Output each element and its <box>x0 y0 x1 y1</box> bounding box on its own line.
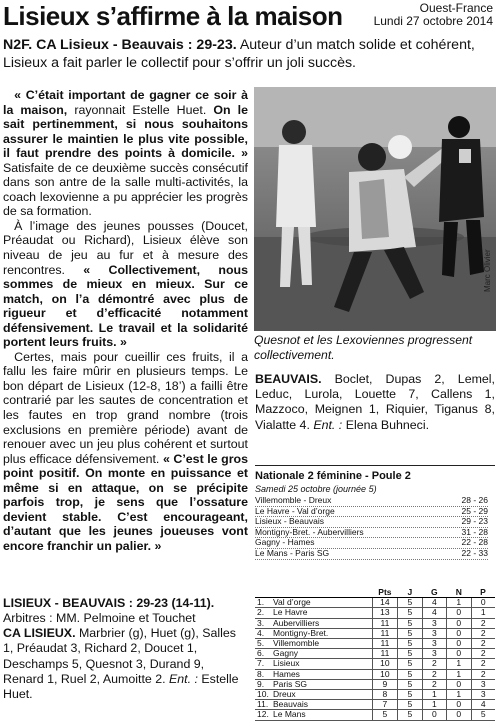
column-header: G <box>422 588 447 598</box>
final-score-line: LISIEUX - BEAUVAIS : 29-23 (14-11). <box>3 596 215 610</box>
stat-n: 1 <box>447 669 471 679</box>
team-rank: 4. <box>257 627 265 638</box>
team-rank: 12. <box>257 709 269 720</box>
team-name: Paris SG <box>273 678 308 689</box>
standings-row <box>255 679 495 689</box>
team-rank: 1. <box>257 597 265 608</box>
result-score: 22 - 28 <box>461 537 488 548</box>
stat-j: 5 <box>398 618 422 628</box>
standings-row <box>255 710 495 720</box>
text: Certes, mais pour cueillir ces fruits, il a fallu les faire mûrir en plusieurs temps. Le bon départ de Lisieux (12-8, 18’) a failli être contrarié par les sautes de concentration et les fautes en trop grand nombre (trois exclusions en première période) avant de renouer avec un jeu plus cohérent et surtout plus efficace défensivement. <box>3 349 248 466</box>
team-cell <box>255 710 372 720</box>
result-match: Le Havre - Val d’orge <box>255 506 335 516</box>
result-score: 28 - 26 <box>461 495 488 505</box>
lisieux-coach-label: Ent. : <box>169 671 198 686</box>
standings-row <box>255 628 495 638</box>
team-cell <box>255 628 372 638</box>
team-cell <box>255 690 372 700</box>
column-header: N <box>447 588 471 598</box>
team-cell <box>255 618 372 628</box>
column-header: J <box>398 588 422 598</box>
stat-g: 1 <box>422 700 447 710</box>
match-photo <box>254 87 496 331</box>
stat-g: 3 <box>422 628 447 638</box>
standings-row <box>255 618 495 628</box>
paragraph-2 <box>3 219 248 350</box>
team-rank: 10. <box>257 689 269 700</box>
stat-j: 5 <box>398 679 422 689</box>
standfirst-lead: N2F. CA Lisieux - Beauvais : 29-23. <box>3 37 237 53</box>
stat-pts: 13 <box>372 608 398 618</box>
result-score: 31 - 28 <box>461 526 488 537</box>
stat-pts: 5 <box>372 710 398 720</box>
stat-p: 3 <box>471 679 495 689</box>
source-name: Ouest-France <box>419 1 493 15</box>
result-row <box>255 528 488 539</box>
stat-g: 3 <box>422 639 447 649</box>
team-rank: 9. <box>257 678 265 689</box>
stat-j: 5 <box>398 669 422 679</box>
stat-pts: 9 <box>372 679 398 689</box>
stat-p: 5 <box>471 710 495 720</box>
lisieux-team-label: CA LISIEUX. <box>3 626 76 641</box>
quote: On le sait pertinemment, si nous souhaitons assurer le maintien le plus vite possible, il faut prendre des points à domicile. » <box>3 102 248 161</box>
stat-p: 4 <box>471 700 495 710</box>
stat-j: 5 <box>398 659 422 669</box>
article-body <box>3 88 248 554</box>
result-score: 29 - 23 <box>461 516 488 527</box>
headline: Lisieux s’affirme à la maison <box>3 1 343 31</box>
stat-p: 2 <box>471 628 495 638</box>
lisieux-coach: Estelle Huet. <box>3 671 239 702</box>
stat-j: 5 <box>398 690 422 700</box>
text: À l’image des jeunes pousses (Doucet, Préaudat ou Richard), Lisieux élève son niveau de jeu au fur et à mesure des rencontres. <box>3 218 248 277</box>
stat-pts: 14 <box>372 598 398 608</box>
team-rank: 5. <box>257 638 265 649</box>
stat-g: 3 <box>422 649 447 659</box>
stat-j: 5 <box>398 710 422 720</box>
standings-row <box>255 639 495 649</box>
stat-p: 2 <box>471 649 495 659</box>
standings-row <box>255 669 495 679</box>
team-name: Villemomble <box>273 638 320 649</box>
stat-p: 1 <box>471 608 495 618</box>
quote: « C’est le gros point positif. On monte en puissance et même si en attaque, on se précipite parfois trop, je sens que l’ossature devient stable. C’est encourageant, d’autant que les jeunes joueuses vont encore franchir un palier. » <box>3 451 248 553</box>
team-name: Montigny-Bret. <box>273 627 329 638</box>
team-name: Gagny <box>273 648 299 659</box>
team-cell <box>255 659 372 669</box>
lisieux-lineup <box>3 611 248 702</box>
results-title: Nationale 2 féminine - Poule 2 <box>255 470 411 482</box>
photo-caption: Quesnot et les Lexoviennes progressent collectivement. <box>254 333 473 362</box>
stat-g: 0 <box>422 710 447 720</box>
result-score: 22 - 33 <box>461 547 488 558</box>
stat-pts: 10 <box>372 669 398 679</box>
stat-pts: 8 <box>372 690 398 700</box>
stat-g: 2 <box>422 679 447 689</box>
result-row <box>255 496 488 507</box>
stat-n: 0 <box>447 618 471 628</box>
team-name: Le Mans <box>273 709 306 720</box>
stat-pts: 10 <box>372 659 398 669</box>
column-header: Pts <box>372 588 398 598</box>
team-cell <box>255 669 372 679</box>
column-header: P <box>471 588 495 598</box>
lisieux-players-block <box>3 626 248 702</box>
result-row <box>255 517 488 528</box>
team-rank: 7. <box>257 658 265 669</box>
stat-p: 2 <box>471 669 495 679</box>
stat-n: 0 <box>447 710 471 720</box>
team-cell <box>255 649 372 659</box>
quote: « Collectivement, nous sommes de mieux en mieux. Sur ce match, on l’a démontré avec plus de rigueur et d’efficacité notamment défensivement. Le travail et la solidarité portent leurs fruits. » <box>3 262 248 350</box>
stat-j: 5 <box>398 639 422 649</box>
handball-players-illustration <box>254 87 496 331</box>
standfirst-text: Auteur d’un match solide et cohérent, Lisieux a fait parler le collectif pour s’offrir un joli succès. <box>3 37 475 71</box>
result-match: Montigny-Bret. - Aubervilliers <box>255 527 364 537</box>
beauvais-coach: Elena Buhneci. <box>342 417 430 432</box>
stat-j: 5 <box>398 649 422 659</box>
standings-row <box>255 649 495 659</box>
result-row <box>255 538 488 549</box>
photo-credit: Marc Olivier <box>483 249 492 292</box>
standings-row <box>255 690 495 700</box>
team-rank: 8. <box>257 668 265 679</box>
divider <box>255 465 495 466</box>
result-match: Villemomble - Dreux <box>255 496 332 505</box>
team-name: Lisieux <box>273 658 300 669</box>
stat-g: 2 <box>422 669 447 679</box>
results-matchday: Samedi 25 octobre (journée 5) <box>255 484 377 494</box>
result-match: Le Mans - Paris SG <box>255 548 330 558</box>
stat-n: 1 <box>447 690 471 700</box>
stat-g: 3 <box>422 618 447 628</box>
stat-n: 0 <box>447 679 471 689</box>
quote: « C’était important de gagner ce soir à la maison, <box>3 88 248 117</box>
referees: Arbitres : MM. Pelmoine et Touchet <box>3 611 196 625</box>
standings-table <box>255 588 495 721</box>
standings-row <box>255 598 495 608</box>
stat-pts: 11 <box>372 649 398 659</box>
stat-n: 1 <box>447 659 471 669</box>
result-score: 25 - 29 <box>461 505 488 516</box>
result-match: Gagny - Hames <box>255 538 315 548</box>
stat-n: 0 <box>447 649 471 659</box>
result-match: Lisieux - Beauvais <box>255 517 324 527</box>
standings-row <box>255 659 495 669</box>
results-list <box>255 496 488 560</box>
team-name: Le Havre <box>273 607 308 618</box>
result-row <box>255 507 488 518</box>
result-row <box>255 549 488 560</box>
stat-pts: 11 <box>372 628 398 638</box>
stat-g: 1 <box>422 690 447 700</box>
team-name: Aubervilliers <box>273 617 320 628</box>
stat-n: 0 <box>447 608 471 618</box>
publication-date: Lundi 27 octobre 2014 <box>373 14 493 28</box>
stat-n: 1 <box>447 598 471 608</box>
stat-pts: 11 <box>372 639 398 649</box>
stat-pts: 11 <box>372 618 398 628</box>
stat-n: 0 <box>447 628 471 638</box>
stat-j: 5 <box>398 608 422 618</box>
stat-g: 4 <box>422 608 447 618</box>
team-cell <box>255 598 372 608</box>
stat-n: 0 <box>447 639 471 649</box>
team-name: Dreux <box>273 689 296 700</box>
team-rank: 11. <box>257 699 269 710</box>
paragraph-3 <box>3 350 248 554</box>
team-name: Val d’orge <box>273 597 311 608</box>
stat-p: 2 <box>471 659 495 669</box>
stat-n: 0 <box>447 700 471 710</box>
standings-row <box>255 608 495 618</box>
beauvais-team-label: BEAUVAIS. <box>255 372 322 386</box>
stat-j: 5 <box>398 598 422 608</box>
team-rank: 2. <box>257 607 265 618</box>
text: Satisfaite de ce deuxième succès consécutif dans son antre de la salle multi-activités, la coach lexovienne a pu apprécier les progrès de sa formation. <box>3 160 248 219</box>
stat-p: 3 <box>471 690 495 700</box>
team-name: Beauvais <box>273 699 308 710</box>
beauvais-players: Boclet, Dupas 2, Lemel, Leduc, Lurola, Louette 7, Callens 1, Mazzoco, Meignen 1, Riquier, Tiganus 8, Vialatte 4. <box>255 372 495 432</box>
beauvais-lineup <box>255 372 495 433</box>
stat-p: 2 <box>471 618 495 628</box>
beauvais-coach-label: Ent. : <box>313 417 343 432</box>
stat-p: 2 <box>471 639 495 649</box>
team-rank: 3. <box>257 617 265 628</box>
lisieux-players: Marbrier (g), Huet (g), Salles 1, Préaudat 3, Richard 2, Doucet 1, Deschamps 5, Quesnot 3, Durand 9, Renard 1, Ruel 2, Aumoitte 2. <box>3 626 236 686</box>
stat-g: 4 <box>422 598 447 608</box>
paragraph-1 <box>3 88 248 219</box>
team-name: Hames <box>273 668 300 679</box>
stat-p: 0 <box>471 598 495 608</box>
stat-j: 5 <box>398 700 422 710</box>
source-block <box>374 2 493 28</box>
team-cell <box>255 679 372 689</box>
team-rank: 6. <box>257 648 265 659</box>
stat-j: 5 <box>398 628 422 638</box>
standfirst <box>3 36 495 72</box>
stat-g: 2 <box>422 659 447 669</box>
stat-pts: 7 <box>372 700 398 710</box>
text: rayonnait Estelle Huet. <box>67 102 214 117</box>
team-cell <box>255 608 372 618</box>
team-cell <box>255 639 372 649</box>
